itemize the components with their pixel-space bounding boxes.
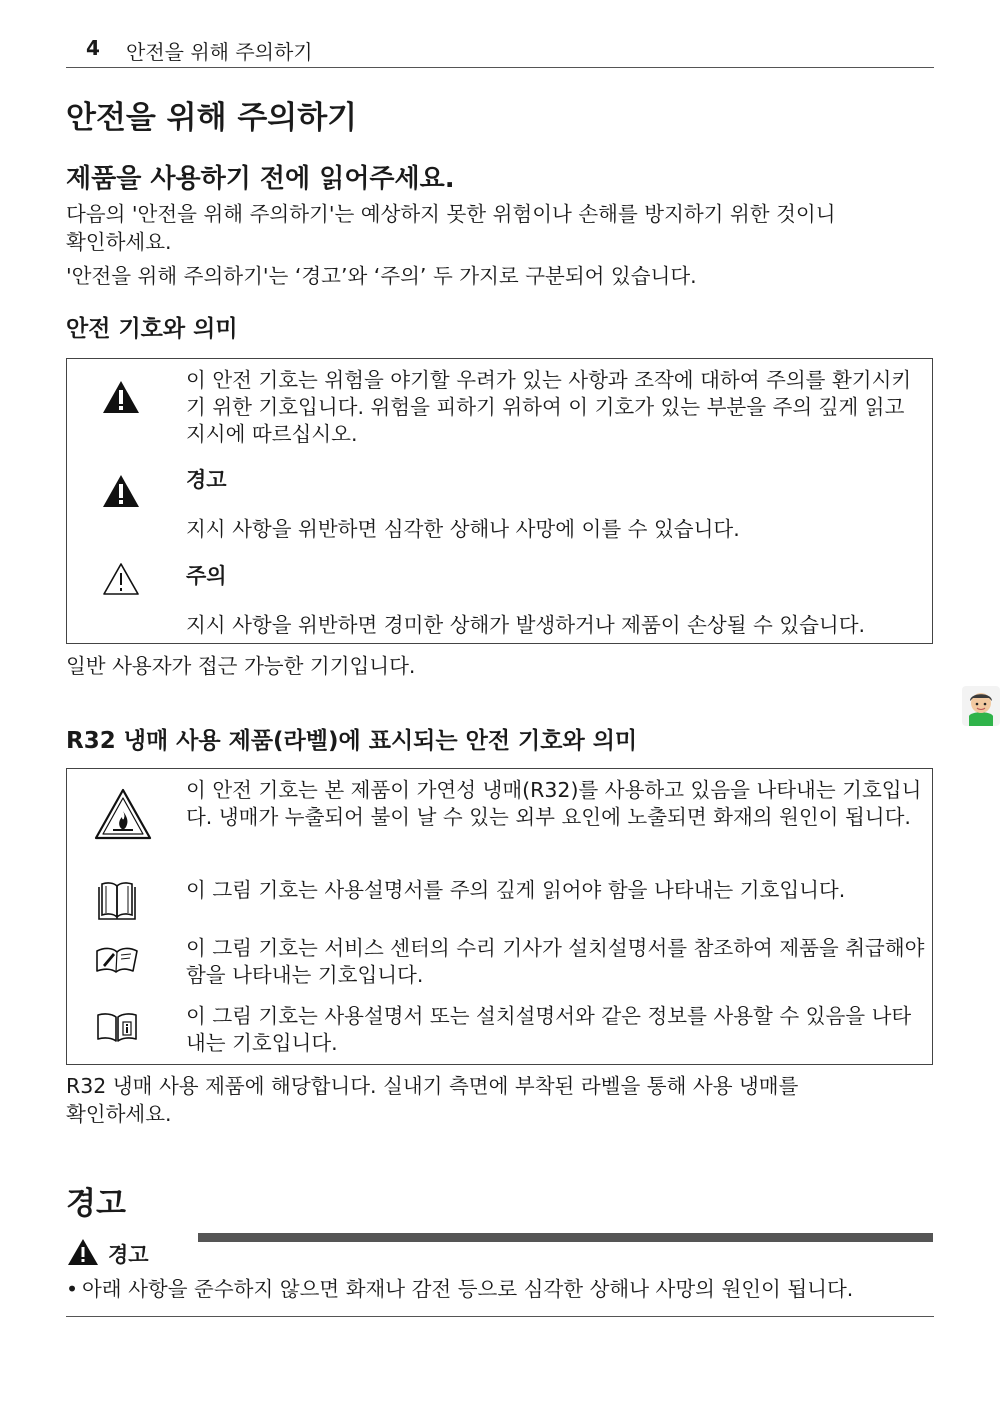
symbols-note: 일반 사용자가 접근 가능한 기기입니다. <box>66 654 416 678</box>
symbol-row <box>67 777 932 867</box>
symbol-title: 경고 <box>186 468 227 492</box>
symbol-row <box>67 461 932 551</box>
warning-bar <box>198 1233 933 1242</box>
warning-bullet <box>66 1275 934 1303</box>
manual-book-icon <box>93 879 141 923</box>
symbol-row <box>67 999 932 1059</box>
symbol-description: 지시 사항을 위반하면 심각한 상해나 사망에 이를 수 있습니다. <box>186 517 740 541</box>
service-manual-icon <box>93 941 141 977</box>
safety-symbols-table <box>66 358 933 644</box>
symbol-row <box>67 931 932 991</box>
warning-label <box>66 1237 149 1271</box>
r32-heading: R32 냉매 사용 제품(라벨)에 표시되는 안전 기호와 의미 <box>66 728 638 754</box>
info-manual-icon <box>93 1009 141 1045</box>
r32-note-line-1: R32 냉매 사용 제품에 해당합니다. 실내기 측면에 부착된 라벨을 통해 사용 냉매를 <box>66 1074 799 1098</box>
intro-heading: 제품을 사용하기 전에 읽어주세요. <box>66 164 455 194</box>
symbols-heading: 안전 기호와 의미 <box>66 316 238 342</box>
page-header <box>66 36 934 68</box>
bullet-dot: • <box>66 1277 79 1301</box>
header-title: 안전을 위해 주의하기 <box>126 40 313 64</box>
symbol-title: 주의 <box>186 564 227 588</box>
flammable-icon <box>93 787 153 843</box>
r32-note <box>66 1072 934 1128</box>
page-number: 4 <box>86 36 100 60</box>
r32-symbols-table <box>66 768 933 1065</box>
warning-filled-icon <box>93 471 149 515</box>
symbol-row <box>67 367 932 457</box>
symbol-description: 이 안전 기호는 위험을 야기할 우려가 있는 사항과 조작에 대하여 주의를 환기시키기 위한 기호입니다. 위험을 피하기 위하여 이 기호가 있는 부분을 주의 깊게 읽고 지시에 따르십시오. <box>186 368 912 446</box>
symbol-description: 이 안전 기호는 본 제품이 가연성 냉매(R32)를 사용하고 있음을 나타내는 기호입니다. 냉매가 누출되어 불이 날 수 있는 외부 요인에 노출되면 화재의 원인이 됩니다. <box>186 778 922 829</box>
intro-line-3: '안전을 위해 주의하기'는 ‘경고’와 ‘주의’ 두 가지로 구분되어 있습니다. <box>66 264 697 288</box>
warning-heading: 경고 <box>66 1186 126 1222</box>
symbol-description: 이 그림 기호는 사용설명서를 주의 깊게 읽어야 함을 나타내는 기호입니다. <box>186 878 846 902</box>
symbol-description: 이 그림 기호는 사용설명서 또는 설치설명서와 같은 정보를 사용할 수 있음을 나타내는 기호입니다. <box>186 1004 912 1055</box>
symbol-description: 지시 사항을 위반하면 경미한 상해가 발생하거나 제품이 손상될 수 있습니다. <box>186 613 866 637</box>
warning-label-text: 경고 <box>108 1243 149 1267</box>
caution-outline-icon <box>93 559 149 603</box>
bottom-divider <box>66 1316 934 1317</box>
assistant-avatar-icon[interactable] <box>962 686 1000 726</box>
r32-note-line-2: 확인하세요. <box>66 1102 172 1126</box>
page-title: 안전을 위해 주의하기 <box>66 100 358 136</box>
warning-filled-icon <box>93 377 149 421</box>
intro-line-2: 확인하세요. <box>66 230 172 254</box>
intro-text <box>66 200 934 290</box>
warning-bullet-text: 아래 사항을 준수하지 않으면 화재나 감전 등으로 심각한 상해나 사망의 원인이 됩니다. <box>82 1277 854 1301</box>
symbol-row <box>67 557 932 647</box>
warning-filled-icon <box>66 1237 100 1271</box>
symbol-row <box>67 873 932 923</box>
intro-line-1: 다음의 '안전을 위해 주의하기'는 예상하지 못한 위험이나 손해를 방지하기 위한 것이니 <box>66 202 836 226</box>
symbol-description: 이 그림 기호는 서비스 센터의 수리 기사가 설치설명서를 참조하여 제품을 취급해야 함을 나타내는 기호입니다. <box>186 936 925 987</box>
